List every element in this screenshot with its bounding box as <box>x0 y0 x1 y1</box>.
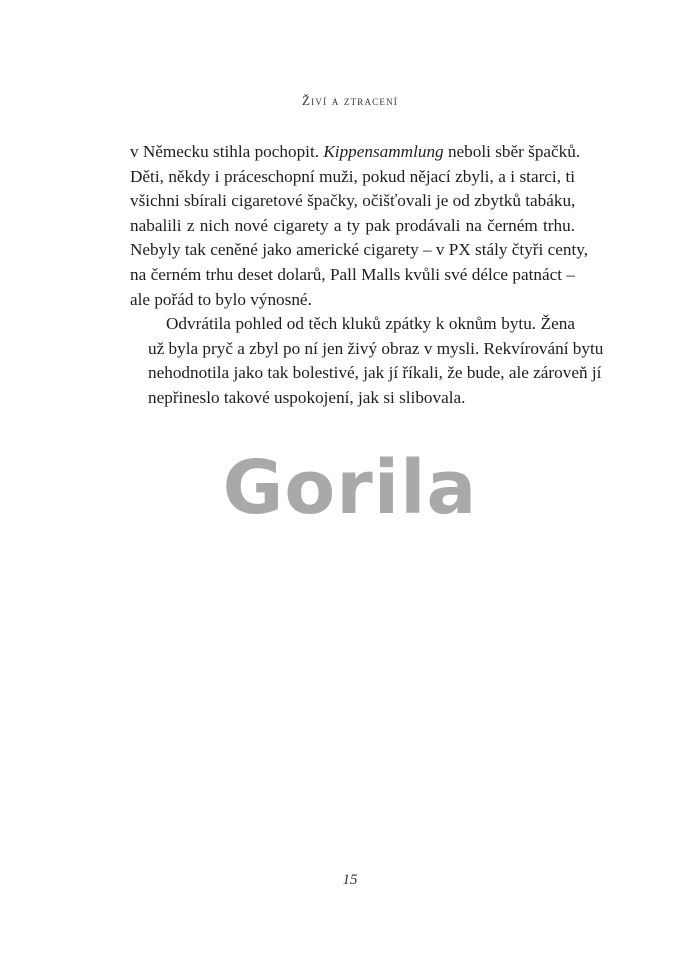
gorila-watermark-logo: Gorila <box>222 445 478 531</box>
text-line: všichni sbírali cigaretové špačky, očišťovali je od zbytků tabáku, <box>130 191 576 211</box>
paragraph-1 <box>130 140 588 312</box>
text-line: nepřineslo takové uspokojení, jak si slibovala. <box>148 387 466 407</box>
text-line: nabalili z nich nové cigarety a ty pak prodávali na černém trhu. <box>130 215 575 235</box>
text-line: už byla pryč a zbyl po ní jen živý obraz v mysli. Rekvírování bytu <box>148 338 604 358</box>
page-number: 15 <box>342 872 358 888</box>
paragraph-2 <box>130 312 604 410</box>
text-line: nehodnotila jako tak bolestivé, jak jí říkali, že bude, ale zároveň jí <box>148 363 602 383</box>
text-line: Nebyly tak ceněné jako americké cigarety – v PX stály čtyři centy, <box>130 240 588 260</box>
text-line: Odvrátila pohled od těch kluků zpátky k oknům bytu. Žena <box>166 314 575 334</box>
italic-term: Kippensammlung <box>323 142 444 161</box>
text-line: v Německu stihla pochopit. Kippensammlung neboli sběr špačků. <box>130 142 581 161</box>
text-line: ale pořád to bylo výnosné. <box>130 289 312 309</box>
text-line: na černém trhu deset dolarů, Pall Malls kvůli své délce patnáct – <box>130 264 575 284</box>
running-head: Živí a ztracení <box>302 93 398 108</box>
text-line: Děti, někdy i práceschopní muži, pokud nějací zbyli, a i starci, ti <box>130 166 575 186</box>
body-text <box>130 140 604 411</box>
